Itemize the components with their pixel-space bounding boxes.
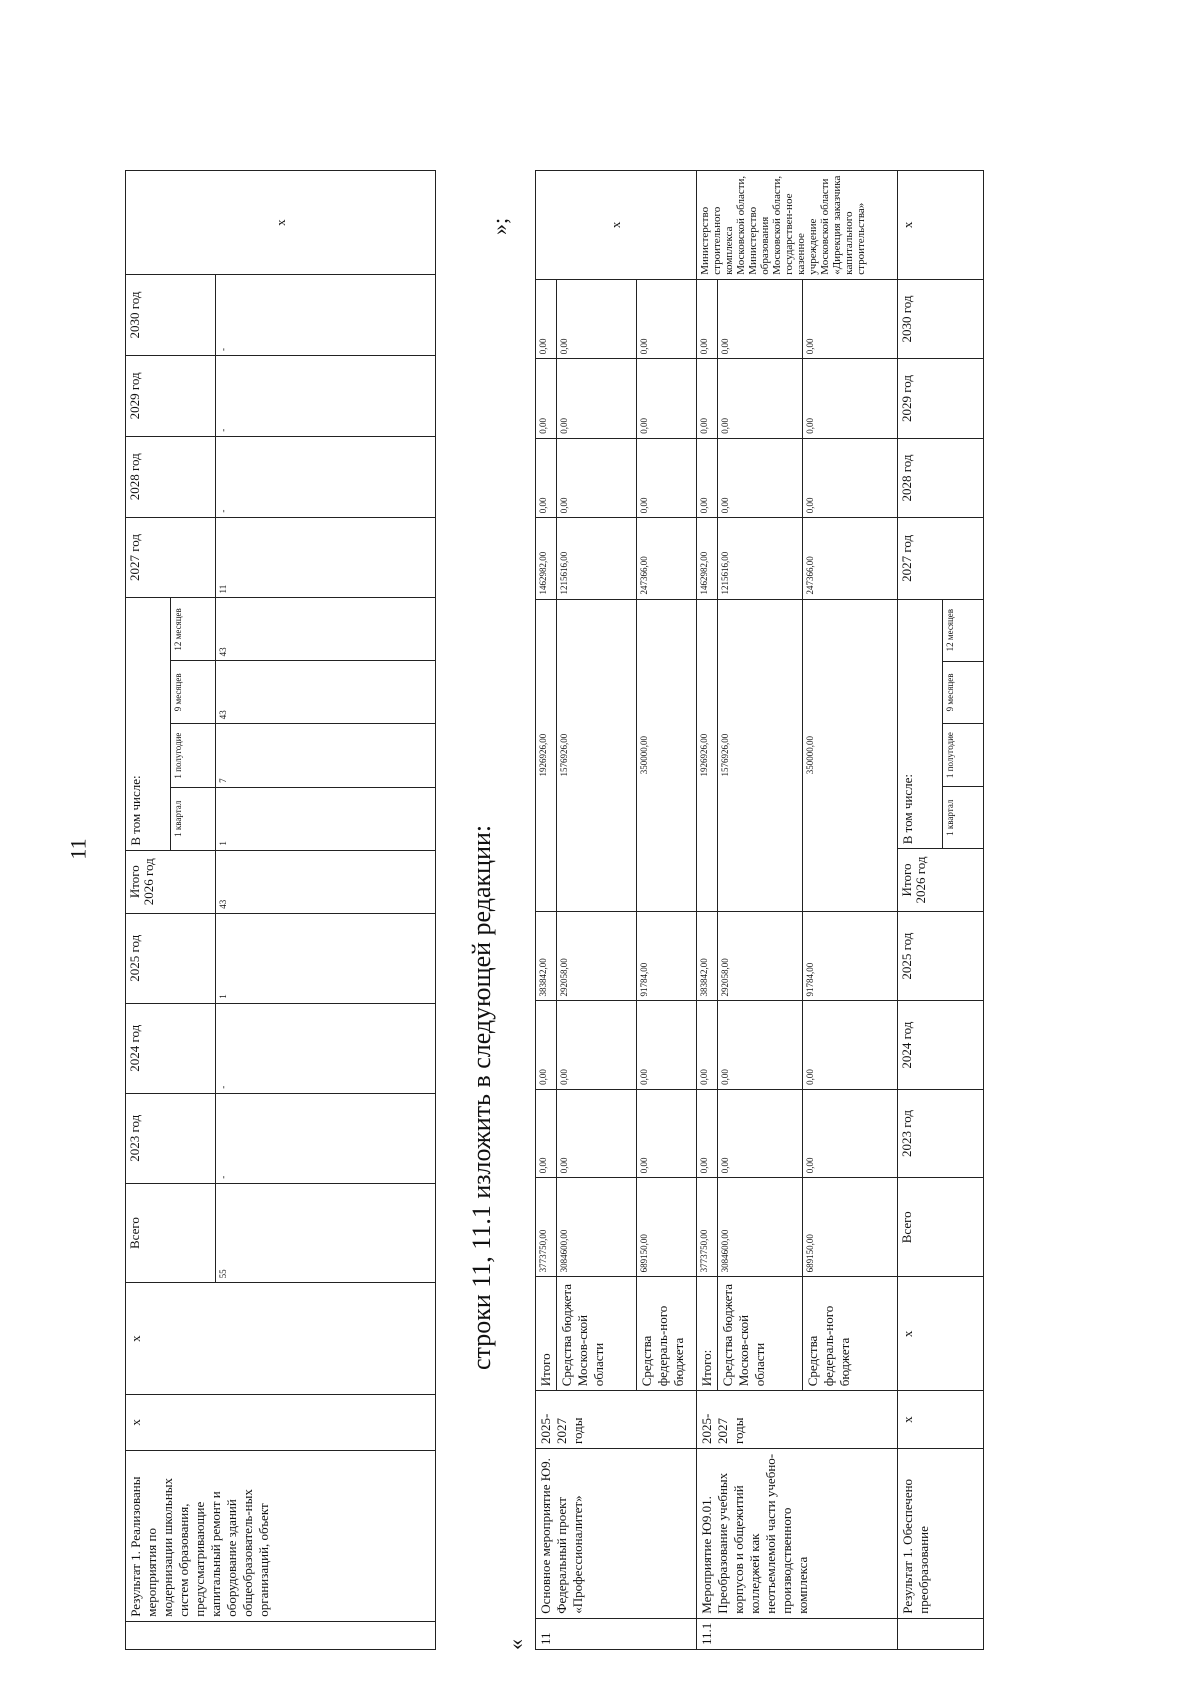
cell-2028: 0,00: [637, 438, 697, 517]
source-label: Средства бюджета Москов-ской области: [718, 1277, 803, 1391]
cell-2027: 247366,00: [637, 518, 697, 599]
value-12m: 43: [216, 598, 436, 661]
source-label: Итого:: [697, 1277, 718, 1391]
cell-2029: 0,00: [637, 359, 697, 438]
header-2023: 2023 год: [898, 1089, 984, 1177]
cell-2026: 350000,00: [637, 599, 697, 911]
header-itogo-2026: Итого 2026 год: [898, 849, 984, 911]
row-period: 2025-2027 годы: [536, 1391, 697, 1449]
header-9m: 9 месяцев: [171, 661, 216, 724]
cell-2025: 292058,00: [557, 911, 637, 1001]
cell-2024: 0,00: [536, 1001, 557, 1089]
value-itogo-2026: 43: [216, 850, 436, 913]
empty-num-cell: [126, 1621, 436, 1649]
instruction-heading: строки 11, 11.1 изложить в следующей редакции:: [467, 824, 496, 1370]
cell-2030: 0,00: [697, 279, 718, 358]
cell-total: 3773750,00: [697, 1178, 718, 1277]
cell-2025: 292058,00: [718, 911, 803, 1001]
closing-quote: »;: [487, 217, 512, 235]
value-2024: -: [216, 1003, 436, 1093]
cell-2027: 1215616,00: [718, 518, 803, 599]
source-label: Средства федераль-ного бюджета: [637, 1277, 697, 1391]
header-q1: 1 квартал: [171, 787, 216, 850]
header-h1: 1 полугодие: [943, 724, 984, 787]
cell-2028: 0,00: [536, 438, 557, 517]
header-total: Всего: [898, 1178, 984, 1277]
header-12m: 12 месяцев: [171, 598, 216, 661]
cell-total: 3084600,00: [557, 1178, 637, 1277]
table-row: [898, 171, 943, 1650]
cell-total: 3773750,00: [536, 1178, 557, 1277]
row-name: Мероприятие Ю9.01. Преобразование учебных корпусов и общежитий колледжей как неотъемлемой части учебно-производственного комплекса: [697, 1448, 898, 1618]
value-2029: -: [216, 355, 436, 436]
cell-2024: 0,00: [803, 1001, 898, 1089]
table-row: [697, 171, 718, 1650]
cell-2027: 1462982,00: [697, 518, 718, 599]
cell-total: 689150,00: [637, 1178, 697, 1277]
top-result-table: [125, 170, 436, 1650]
value-9m: 43: [216, 661, 436, 724]
header-2023: 2023 год: [126, 1093, 216, 1183]
value-q1: 1: [216, 787, 436, 850]
cell-2029: 0,00: [718, 359, 803, 438]
cell-2029: 0,00: [557, 359, 637, 438]
value-2025: 1: [216, 913, 436, 1003]
opening-quote: «: [503, 1639, 528, 1650]
cell-2023: 0,00: [536, 1089, 557, 1177]
cell-2030: 0,00: [637, 279, 697, 358]
source-label: Итого: [536, 1277, 557, 1391]
result-text: Результат 1. Обеспечено преобразование: [898, 1448, 984, 1618]
cell-2023: 0,00: [718, 1089, 803, 1177]
header-itogo-2026: Итого 2026 год: [126, 850, 216, 913]
cell-2025: 383842,00: [697, 911, 718, 1001]
cell-2025: 91784,00: [637, 911, 697, 1001]
header-h1: 1 полугодие: [171, 724, 216, 788]
cell-2030: 0,00: [718, 279, 803, 358]
cell-2023: 0,00: [803, 1089, 898, 1177]
x-cell: х: [898, 1391, 984, 1449]
cell-2030: 0,00: [536, 279, 557, 358]
cell-2028: 0,00: [718, 438, 803, 517]
row-name: Основное мероприятие Ю9. Федеральный проект «Профессионалитет»: [536, 1448, 697, 1618]
cell-2023: 0,00: [637, 1089, 697, 1177]
cell-2024: 0,00: [697, 1001, 718, 1089]
cell-2023: 0,00: [557, 1089, 637, 1177]
value-2023: -: [216, 1093, 436, 1183]
cell-2026: 1576926,00: [557, 599, 637, 911]
row-period: 2025-2027 годы: [697, 1391, 898, 1449]
cell-2024: 0,00: [637, 1001, 697, 1089]
x-cell: х: [536, 171, 697, 280]
page-number: 11: [65, 838, 91, 860]
header-2025: 2025 год: [898, 911, 984, 1001]
cell-2028: 0,00: [803, 438, 898, 517]
header-12m: 12 месяцев: [943, 599, 984, 661]
value-total: 55: [216, 1183, 436, 1283]
x-cell: х: [898, 171, 984, 280]
value-2027: 11: [216, 517, 436, 598]
main-table: [535, 170, 984, 1650]
cell-2026: 350000,00: [803, 599, 898, 911]
header-2028: 2028 год: [126, 436, 216, 517]
result-text: Результат 1. Реализованы мероприятия по модернизации школьных систем образования, предусматривающие капитальный ремонт и оборудование зданий общеобразователь-ных организаций, объект: [126, 1451, 436, 1622]
value-2028: -: [216, 436, 436, 517]
source-label: Средства бюджета Москов-ской области: [557, 1277, 637, 1391]
cell-2025: 383842,00: [536, 911, 557, 1001]
table-row: [536, 171, 557, 1650]
header-q1: 1 квартал: [943, 787, 984, 849]
cell-2027: 1462982,00: [536, 518, 557, 599]
header-9m: 9 месяцев: [943, 661, 984, 723]
executor: Министерство строительного комплекса Московской области, Министерство образования Московской области, государствен-ное казенное учреждение Московской области «Дирекция заказчика капитального строительства»: [697, 171, 898, 280]
cell-2025: 91784,00: [803, 911, 898, 1001]
empty-num-cell: [898, 1618, 984, 1649]
value-2030: -: [216, 275, 436, 356]
header-2024: 2024 год: [126, 1003, 216, 1093]
cell-2029: 0,00: [536, 359, 557, 438]
cell-2028: 0,00: [557, 438, 637, 517]
header-2030: 2030 год: [126, 275, 216, 356]
row-number: 11: [536, 1618, 697, 1649]
header-2029: 2029 год: [126, 355, 216, 436]
header-2029: 2029 год: [898, 359, 984, 438]
source-label: Средства федераль-ного бюджета: [803, 1277, 898, 1391]
header-including: В том числе:: [126, 598, 171, 850]
rotated-sheet: [95, 120, 1185, 1670]
cell-2029: 0,00: [803, 359, 898, 438]
cell-2023: 0,00: [697, 1089, 718, 1177]
row-number: 11.1: [697, 1618, 898, 1649]
value-h1: 7: [216, 724, 436, 788]
cell-2028: 0,00: [697, 438, 718, 517]
cell-2026: 1926926,00: [697, 599, 718, 911]
cell-2030: 0,00: [803, 279, 898, 358]
header-2030: 2030 год: [898, 279, 984, 358]
cell-2027: 247366,00: [803, 518, 898, 599]
header-2027: 2027 год: [126, 517, 216, 598]
header-2025: 2025 год: [126, 913, 216, 1003]
x-cell: х: [898, 1277, 984, 1391]
cell-2026: 1576926,00: [718, 599, 803, 911]
cell-2026: 1926926,00: [536, 599, 557, 911]
x-cell: х: [126, 171, 436, 275]
header-2027: 2027 год: [898, 518, 984, 599]
cell-2024: 0,00: [718, 1001, 803, 1089]
header-2024: 2024 год: [898, 1001, 984, 1089]
cell-2024: 0,00: [557, 1001, 637, 1089]
cell-total: 689150,00: [803, 1178, 898, 1277]
cell-2030: 0,00: [557, 279, 637, 358]
x-cell: х: [126, 1394, 436, 1450]
cell-total: 3084600,00: [718, 1178, 803, 1277]
header-2028: 2028 год: [898, 438, 984, 517]
header-total: Всего: [126, 1183, 216, 1283]
cell-2027: 1215616,00: [557, 518, 637, 599]
header-including: В том числе:: [898, 599, 943, 849]
x-cell: х: [126, 1283, 436, 1394]
cell-2029: 0,00: [697, 359, 718, 438]
